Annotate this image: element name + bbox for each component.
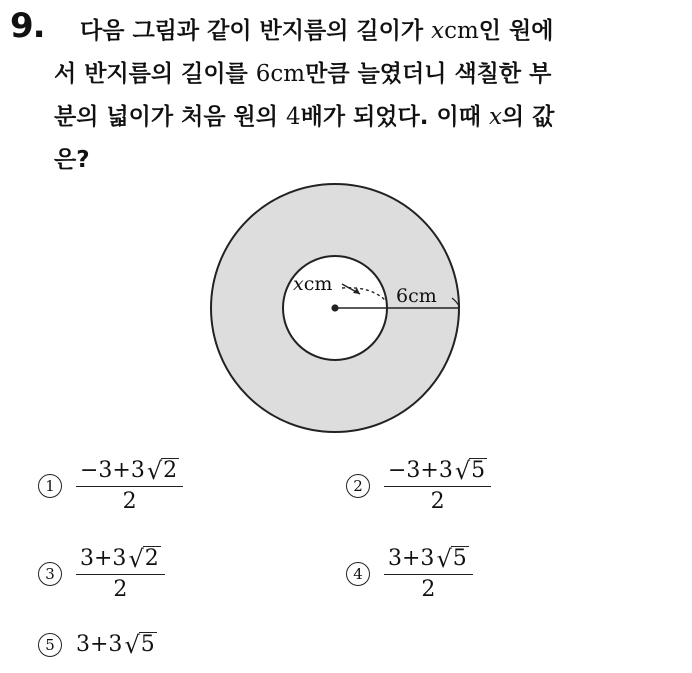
radicand: 2 — [163, 458, 178, 483]
question-text — [54, 10, 676, 182]
radicand: 2 — [144, 546, 159, 571]
choice-fraction — [76, 458, 183, 514]
radicand: 5 — [471, 458, 486, 483]
outer-width-label: 6cm — [396, 285, 437, 307]
square-root — [124, 631, 156, 660]
radical-sign-icon: √ — [436, 545, 452, 574]
choice-marker: 4 — [346, 562, 370, 586]
line3-number: 4 — [286, 104, 301, 130]
choice-marker: 5 — [38, 633, 62, 657]
radical-sign-icon: √ — [146, 457, 163, 486]
fraction-denominator: 2 — [122, 489, 137, 515]
square-root — [436, 545, 468, 574]
question-line-3 — [54, 96, 676, 139]
choice-fraction — [384, 546, 473, 602]
fraction-denominator: 2 — [113, 577, 128, 603]
radical-sign-icon: √ — [454, 457, 471, 486]
numerator-prefix: 3+3 — [388, 546, 435, 572]
question-number: 9. — [10, 6, 45, 46]
choice-expression — [76, 631, 157, 660]
numerator-prefix: −3+3 — [80, 458, 145, 484]
numerator-prefix: 3+3 — [80, 546, 127, 572]
fraction-numerator — [384, 546, 473, 575]
numerator-prefix: −3+3 — [388, 458, 453, 484]
line3-text-c: 의 값 — [501, 104, 555, 130]
question-line-1 — [80, 10, 676, 53]
line1-variable: x — [431, 18, 445, 44]
fraction-numerator — [384, 458, 491, 487]
choice-1[interactable] — [38, 458, 183, 514]
square-root — [454, 457, 487, 486]
fraction-numerator — [76, 546, 165, 575]
fraction-numerator — [76, 458, 183, 487]
square-root — [128, 545, 160, 574]
line1-text-a: 다음 그림과 같이 반지름의 길이가 — [80, 18, 432, 44]
circle-figure — [200, 180, 480, 450]
radical-sign-icon: √ — [128, 545, 144, 574]
choice-marker: 2 — [346, 474, 370, 498]
center-point — [331, 304, 338, 311]
choice-2[interactable] — [346, 458, 491, 514]
choice-5[interactable] — [38, 631, 157, 660]
square-root — [146, 457, 179, 486]
inner-label-variable: x — [293, 273, 304, 295]
radicand: 5 — [452, 546, 467, 571]
question-line-2 — [54, 53, 676, 96]
inner-label-unit: cm — [303, 273, 333, 295]
choice-3[interactable] — [38, 546, 165, 602]
fraction-denominator: 2 — [430, 489, 445, 515]
question-line-4: 은? — [54, 147, 90, 173]
choice-4[interactable] — [346, 546, 473, 602]
line2-text-b: 만큼 늘였더니 색칠한 부 — [305, 61, 552, 87]
radical-sign-icon: √ — [124, 631, 140, 660]
choice-marker: 1 — [38, 474, 62, 498]
fraction-denominator: 2 — [421, 577, 436, 603]
choice-fraction — [76, 546, 165, 602]
line2-text-a: 서 반지름의 길이를 — [54, 61, 256, 87]
line3-text-b: 배가 되었다. 이때 — [300, 104, 489, 130]
line2-number: 6 — [255, 61, 271, 87]
line2-unit: cm — [270, 61, 306, 87]
line3-text-a: 분의 넓이가 처음 원의 — [54, 104, 286, 130]
radicand: 5 — [140, 632, 155, 657]
line1-text-b: 인 원에 — [478, 18, 554, 44]
expression-prefix: 3+3 — [76, 632, 123, 658]
inner-radius-label — [293, 273, 332, 295]
annulus-diagram — [200, 180, 480, 450]
choice-marker: 3 — [38, 562, 62, 586]
line1-unit: cm — [444, 18, 479, 44]
line3-variable: x — [488, 104, 502, 130]
choice-fraction — [384, 458, 491, 514]
